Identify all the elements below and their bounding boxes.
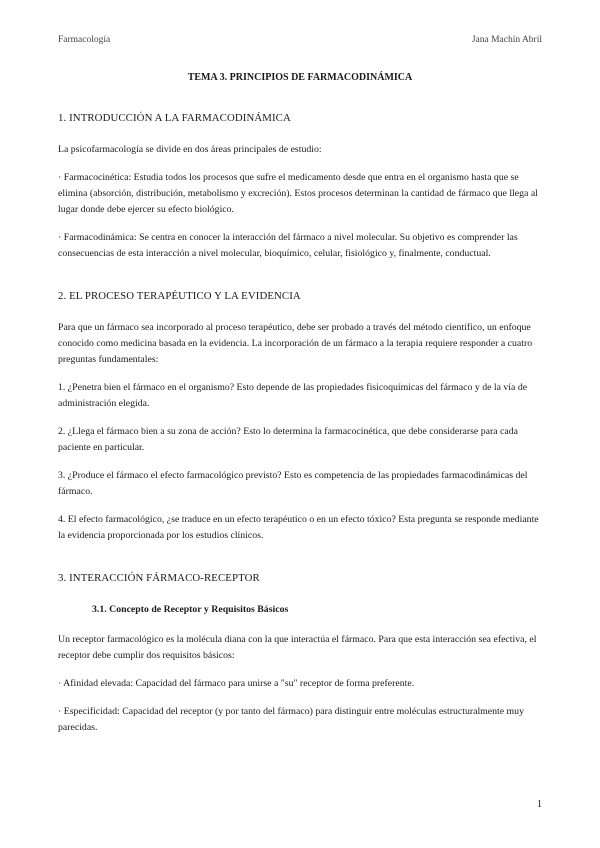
header-subject: Farmacología [58,35,111,45]
section-3-item: · Afinidad elevada: Capacidad del fármaco para unirse a "su" receptor de forma preferente. [58,678,415,689]
section-2-intro: Para que un fármaco sea incorporado al proceso terapéutico, debe ser probado a través del método científico, un enfoque conocido como medicina basada en la evidencia. La incorporación de un fármaco a la terapia requiere responder a cuatro preguntas fundamentales: [58,322,533,365]
section-1-heading: 1. INTRODUCCIÓN A LA FARMACODINÁMICA [58,112,291,124]
section-1-item: · Farmacocinética: Estudia todos los procesos que sufre el medicamento desde que entra en el organismo hasta que se elimina (absorción, distribución, metabolismo y excreción). Estos procesos determinan la cantidad de fármaco que llega al lugar donde debe ejercer su efecto biológico. [58,172,538,215]
section-2-item: 2. ¿Llega el fármaco bien a su zona de acción? Esto lo determina la farmacocinética, que debe considerarse para cada paciente en particular. [58,426,518,453]
section-2-heading: 2. EL PROCESO TERAPÉUTICO Y LA EVIDENCIA [58,290,301,302]
section-3-item: · Especificidad: Capacidad del receptor (y por tanto del fármaco) para distinguir entre moléculas estructuralmente muy parecidas. [58,706,524,733]
section-2-item: 1. ¿Penetra bien el fármaco en el organismo? Esto depende de las propiedades fisicoquímicas del fármaco y de la vía de administración elegida. [58,382,528,409]
header-author: Jana Machín Abril [471,35,542,45]
section-3-heading: 3. INTERACCIÓN FÁRMACO-RECEPTOR [58,572,260,584]
section-1-item: · Farmacodinámica: Se centra en conocer la interacción del fármaco a nivel molecular. Su objetivo es comprender las consecuencias de esta interacción a nivel molecular, bioquímico, celular, fisiológico y, finalmente, conductual. [58,232,518,259]
page-number: 1 [537,799,542,810]
section-2-item: 3. ¿Produce el fármaco el efecto farmacológico previsto? Esto es competencia de las propiedades farmacodinámicas del fármaco. [58,470,528,497]
section-3-intro: Un receptor farmacológico es la molécula diana con la que interactúa el fármaco. Para que esta interacción sea efectiva, el receptor debe cumplir dos requisitos básicos: [58,634,537,661]
section-3-1-subheading: 3.1. Concepto de Receptor y Requisitos Básicos [92,604,289,615]
section-2-item: 4. El efecto farmacológico, ¿se traduce en un efecto terapéutico o en un efecto tóxico? Esta pregunta se responde mediante la evidencia proporcionada por los estudios clínicos. [58,514,539,541]
document-title: TEMA 3. PRINCIPIOS DE FARMACODINÁMICA [187,72,413,83]
document-body [58,110,542,748]
section-1-intro: La psicofarmacología se divide en dos áreas principales de estudio: [58,144,322,155]
